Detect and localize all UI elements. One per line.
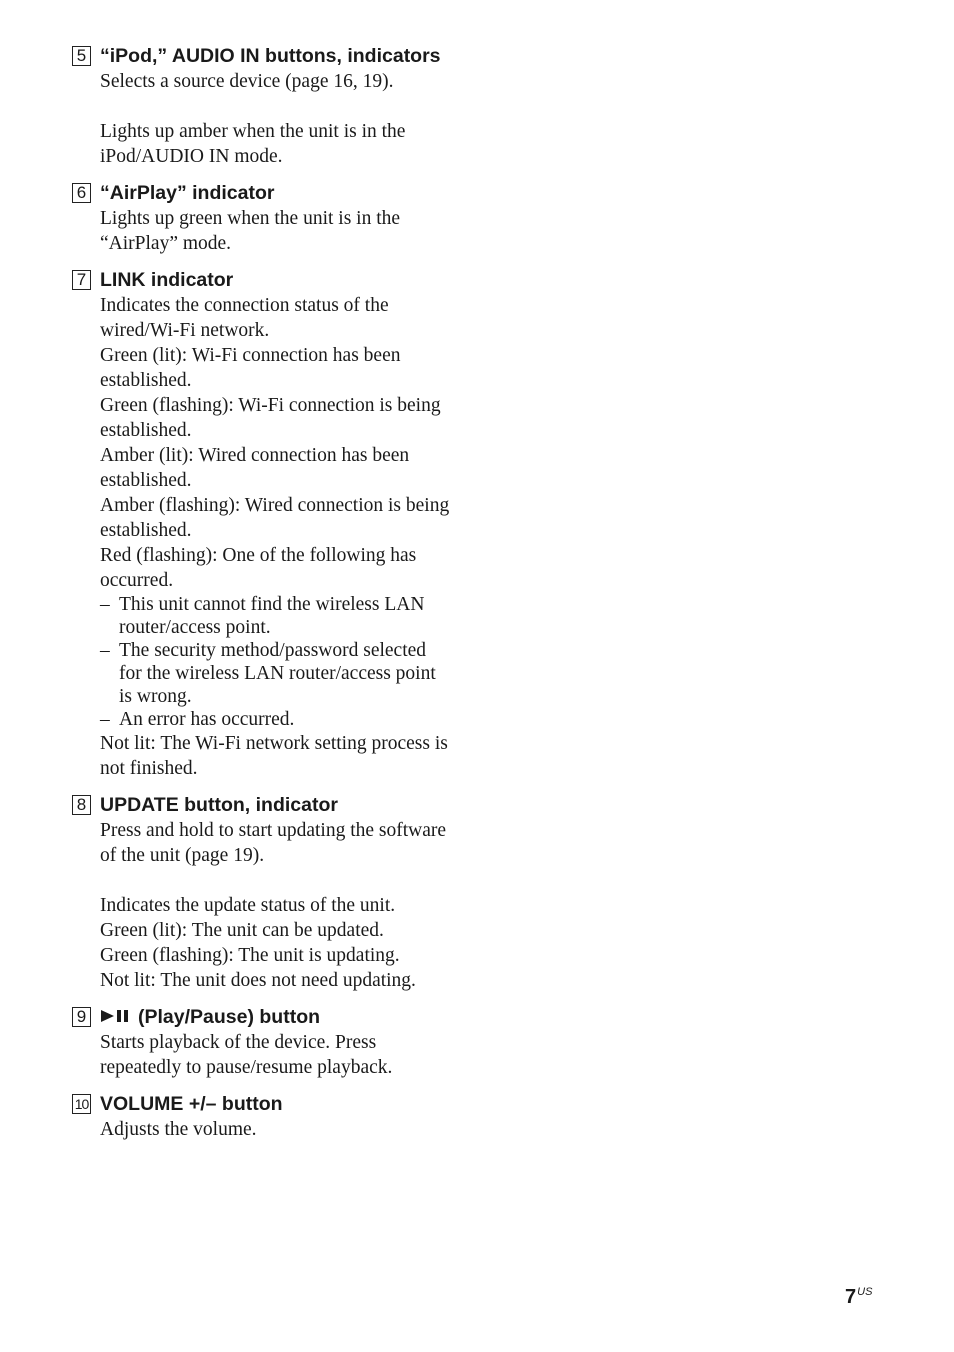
body-paragraph: Indicates the update status of the unit. bbox=[100, 895, 396, 916]
list-item-text: The security method/password selected for the wireless LAN router/access point is wrong. bbox=[119, 640, 436, 707]
section-body bbox=[72, 293, 452, 781]
body-paragraph: Green (flashing): Wi-Fi connection is being established. bbox=[100, 395, 441, 441]
section-number-box: 10 bbox=[72, 1094, 91, 1114]
section-title: UPDATE button, indicator bbox=[100, 794, 338, 816]
section-heading bbox=[72, 44, 452, 69]
section-number-box: 5 bbox=[72, 46, 91, 66]
section-body bbox=[72, 206, 452, 256]
section-number-box: 6 bbox=[72, 183, 91, 203]
section-title: LINK indicator bbox=[100, 269, 234, 291]
section-heading bbox=[72, 793, 452, 818]
section-heading bbox=[72, 1092, 452, 1117]
section-body bbox=[72, 1030, 452, 1080]
section-body bbox=[72, 818, 452, 993]
body-paragraph: Starts playback of the device. Press repeatedly to pause/resume playback. bbox=[100, 1032, 393, 1078]
section-ipod-audio-in bbox=[72, 44, 452, 169]
dash-bullet: – bbox=[100, 640, 110, 661]
section-title: (Play/Pause) button bbox=[138, 1006, 321, 1028]
section-number-box: 7 bbox=[72, 270, 91, 290]
body-paragraph: Amber (flashing): Wired connection is being established. bbox=[100, 495, 450, 541]
paragraph-gap bbox=[100, 94, 452, 119]
section-volume-button bbox=[72, 1092, 452, 1142]
body-paragraph: Green (lit): The unit can be updated. bbox=[100, 920, 384, 941]
body-paragraph: Amber (lit): Wired connection has been established. bbox=[100, 445, 410, 491]
section-airplay-indicator bbox=[72, 181, 452, 256]
page-number-value: 7 bbox=[845, 1286, 857, 1308]
manual-column bbox=[72, 44, 452, 1154]
section-number-box: 9 bbox=[72, 1007, 91, 1027]
page-number bbox=[845, 1280, 872, 1309]
list-item-text: This unit cannot find the wireless LAN router/access point. bbox=[119, 594, 425, 638]
section-update-button bbox=[72, 793, 452, 993]
section-play-pause-button bbox=[72, 1005, 452, 1080]
play-pause-icon bbox=[100, 1008, 132, 1024]
section-body bbox=[72, 69, 452, 169]
body-paragraph: Selects a source device (page 16, 19). bbox=[100, 71, 394, 92]
list-item bbox=[100, 639, 452, 708]
page-number-suffix: US bbox=[857, 1286, 873, 1298]
error-list bbox=[100, 593, 452, 731]
list-item bbox=[100, 593, 452, 639]
section-heading bbox=[72, 1005, 452, 1030]
body-paragraph: Green (flashing): The unit is updating. bbox=[100, 945, 400, 966]
body-paragraph: Lights up amber when the unit is in the iPod/AUDIO IN mode. bbox=[100, 121, 406, 167]
section-heading bbox=[72, 181, 452, 206]
body-paragraph: Lights up green when the unit is in the “AirPlay” mode. bbox=[100, 208, 401, 254]
section-link-indicator bbox=[72, 268, 452, 781]
section-heading bbox=[72, 268, 452, 293]
dash-bullet: – bbox=[100, 594, 110, 615]
body-paragraph: Not lit: The unit does not need updating. bbox=[100, 970, 416, 991]
body-paragraph: Press and hold to start updating the software of the unit (page 19). bbox=[100, 820, 447, 866]
section-title: “iPod,” AUDIO IN buttons, indicators bbox=[100, 45, 441, 67]
list-item bbox=[100, 708, 452, 731]
body-paragraph: Green (lit): Wi-Fi connection has been established. bbox=[100, 345, 401, 391]
section-title: VOLUME +/– button bbox=[100, 1093, 283, 1115]
section-body bbox=[72, 1117, 452, 1142]
body-paragraph: Red (flashing): One of the following has occurred. bbox=[100, 545, 417, 591]
body-paragraph: Indicates the connection status of the wired/Wi-Fi network. bbox=[100, 295, 389, 341]
section-title: “AirPlay” indicator bbox=[100, 182, 275, 204]
paragraph-gap bbox=[100, 868, 452, 893]
dash-bullet: – bbox=[100, 709, 110, 730]
body-paragraph: Adjusts the volume. bbox=[100, 1119, 257, 1140]
list-item-text: An error has occurred. bbox=[119, 709, 295, 730]
body-paragraph: Not lit: The Wi-Fi network setting process is not finished. bbox=[100, 733, 448, 779]
section-number-box: 8 bbox=[72, 795, 91, 815]
